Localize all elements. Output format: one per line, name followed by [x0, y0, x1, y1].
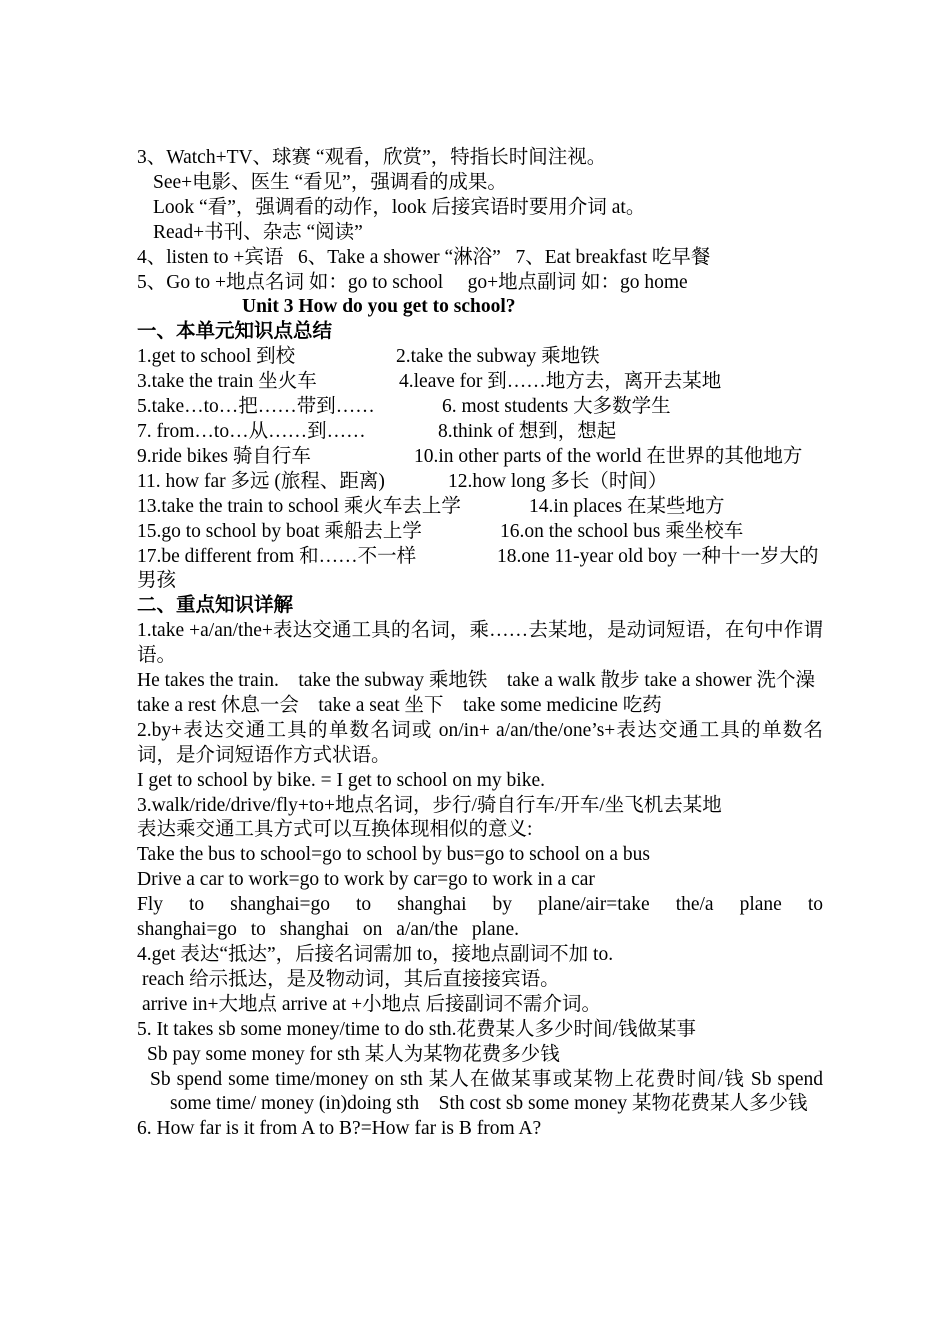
phrase-13: 13.take the train to school 乘火车去上学 [137, 495, 461, 517]
phrase-row-7 [137, 495, 823, 520]
phrase-7: 7. from…to…从……到…… [137, 420, 366, 442]
point-1: 1.take +a/an/the+表达交通工具的名词，乘……去某地，是动词短语，在句中作谓语。 [137, 620, 823, 667]
point-2: 2.by+表达交通工具的单数名词或 on/in+ a/an/the/one’s+表达交通工具的单数名词，是介词短语作方式状语。 [137, 719, 823, 766]
phrase-row-4 [137, 420, 823, 445]
point-6: 6. How far is it from A to B?=How far is B from A? [137, 1118, 542, 1140]
item-5-a: 5、Go to +地点名词 如：go to school [137, 271, 444, 293]
item-5-line [137, 271, 823, 296]
phrase-17: 17.be different from 和……不一样 [137, 545, 417, 567]
phrase-14: 14.in places 在某些地方 [529, 495, 725, 517]
phrase-16: 16.on the school bus 乘坐校车 [500, 520, 744, 542]
item-4: 4、listen to +宾语 [137, 246, 284, 268]
point-1-examples-2: take a rest 休息一会 take a seat 坐下 take some medicine 吃药 [137, 694, 662, 716]
phrase-row-8 [137, 520, 823, 545]
point-5-spend-cost: Sb spend some time/money on sth 某人在做某事或某物上花费时间/钱 Sb spend some time/ money (in)doing sth Sth cost sb some money 某物花费某人多少钱 [150, 1068, 823, 1115]
item-6: 6、Take a shower “淋浴” [298, 246, 501, 268]
phrase-row-5 [137, 445, 823, 470]
phrase-18: 18.one 11-year old boy 一种十一岁大的男孩 [137, 545, 819, 592]
point-3-example-1: Take the bus to school=go to school by bus=go to school on a bus [137, 844, 650, 866]
document-body [137, 146, 823, 1142]
items-4-6-7-line [137, 246, 823, 271]
section-1-heading: 一、本单元知识点总结 [137, 321, 333, 343]
phrase-4: 4.leave for 到……地方去，离开去某地 [399, 371, 722, 393]
phrase-9: 9.ride bikes 骑自行车 [137, 445, 311, 467]
phrase-11: 11. how far 多远 (旅程、距离) [137, 470, 385, 492]
phrase-row-1 [137, 345, 823, 370]
read-line: Read+书刊、杂志 “阅读” [153, 221, 363, 243]
point-3-example-3: Fly to shanghai=go to shanghai by plane/air=take the/a plane to shanghai=go to shanghai on a/an/the plane. [137, 894, 823, 941]
item-5-b: go+地点副词 如：go home [467, 271, 688, 293]
point-3-note: 表达乘交通工具方式可以互换体现相似的意义: [137, 819, 533, 841]
point-5-pay: Sb pay some money for sth 某人为某物花费多少钱 [147, 1043, 560, 1065]
look-line: Look “看”，强调看的动作，look 后接宾语时要用介词 at。 [153, 196, 646, 218]
phrase-row-3 [137, 395, 823, 420]
phrase-row-9 [137, 545, 823, 595]
see-line: See+电影、医生 “看见”，强调看的成果。 [153, 171, 507, 193]
point-4-reach: reach 给示抵达，是及物动词，其后直接接宾语。 [142, 968, 560, 990]
phrase-5: 5.take…to…把……带到…… [137, 396, 375, 418]
phrase-row-6 [137, 470, 823, 495]
phrase-3: 3.take the train 坐火车 [137, 371, 317, 393]
point-3: 3.walk/ride/drive/fly+to+地点名词，步行/骑自行车/开车/坐飞机去某地 [137, 794, 722, 816]
point-4-arrive: arrive in+大地点 arrive at +小地点 后接副词不需介词。 [142, 993, 602, 1015]
phrase-row-2 [137, 370, 823, 395]
phrase-2: 2.take the subway 乘地铁 [396, 346, 600, 368]
phrase-6: 6. most students 大多数学生 [442, 396, 671, 418]
section-2-heading: 二、重点知识详解 [137, 595, 294, 617]
point-5: 5. It takes sb some money/time to do sth.花费某人多少时间/钱做某事 [137, 1018, 696, 1040]
point-4: 4.get 表达“抵达”，后接名词需加 to，接地点副词不加 to. [137, 944, 614, 965]
watch-line: 3、Watch+TV、球赛 “观看，欣赏”，特指长时间注视。 [137, 147, 607, 168]
phrase-15: 15.go to school by boat 乘船去上学 [137, 520, 422, 542]
phrase-8: 8.think of 想到，想起 [438, 420, 617, 442]
item-7: 7、Eat breakfast 吃早餐 [515, 246, 711, 268]
point-3-example-2: Drive a car to work=go to work by car=go to work in a car [137, 869, 595, 891]
point-2-example: I get to school by bike. = I get to school on my bike. [137, 769, 545, 791]
phrase-10: 10.in other parts of the world 在世界的其他地方 [414, 445, 803, 467]
phrase-12: 12.how long 多长（时间） [448, 470, 668, 492]
point-1-examples: He takes the train. take the subway 乘地铁 take a walk 散步 take a shower 洗个澡 [137, 670, 815, 692]
unit-title: Unit 3 How do you get to school? [242, 296, 516, 318]
phrase-1: 1.get to school 到校 [137, 346, 296, 368]
